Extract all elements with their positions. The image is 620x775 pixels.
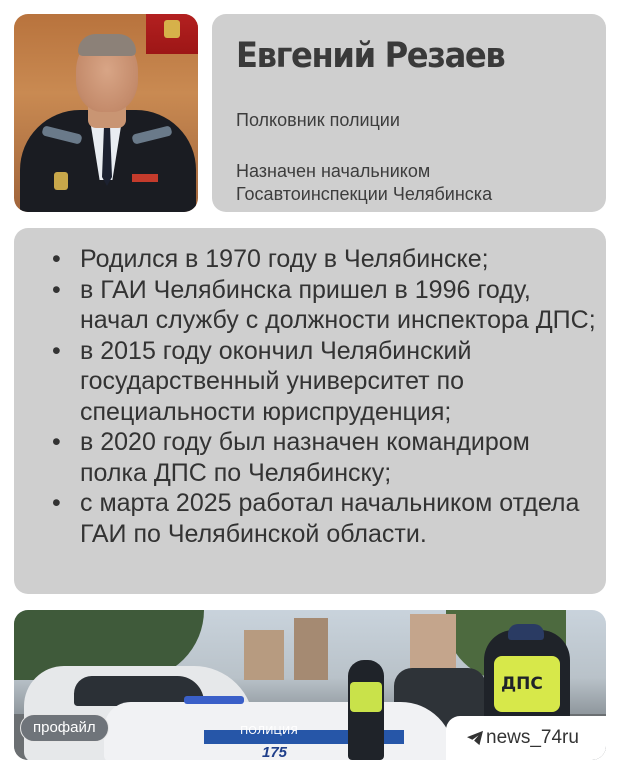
telegram-icon — [466, 730, 484, 746]
bio-list — [48, 244, 598, 549]
police-car-number: 175 — [262, 744, 288, 760]
flag-decoration — [146, 14, 198, 54]
bio-item: • в 2015 году окончил Челябинский государственный университет по специальности юриспруденция; — [48, 336, 598, 428]
appointment-line-2: Госавтоинспекции Челябинска — [236, 184, 493, 204]
source-badge[interactable] — [446, 716, 606, 760]
police-lightbar — [184, 696, 244, 704]
source-label: news_74ru — [486, 727, 579, 748]
person-rank: Полковник полиции — [236, 110, 400, 130]
bio-item: • в 2020 году был назначен командиром полка ДПС по Челябинску; — [48, 427, 598, 488]
vest-label: ДПС — [501, 674, 543, 694]
portrait-photo — [14, 14, 198, 212]
profile-tag: профайл — [20, 714, 109, 742]
name-card — [212, 14, 606, 212]
person-name: Евгений Резаев — [236, 36, 505, 76]
bio-item: • Родился в 1970 году в Челябинске; — [48, 244, 598, 275]
appointment-line-1: Назначен начальником — [236, 161, 431, 181]
bio-item: • с марта 2025 работал начальником отдела ГАИ по Челябинской области. — [48, 488, 598, 549]
appointment-text — [236, 160, 492, 206]
bio-item: • в ГАИ Челябинска пришел в 1996 году, начал службу с должности инспектора ДПС; — [48, 275, 598, 336]
police-car-text: ПОЛИЦИЯ — [240, 724, 298, 737]
bio-card — [14, 228, 606, 594]
